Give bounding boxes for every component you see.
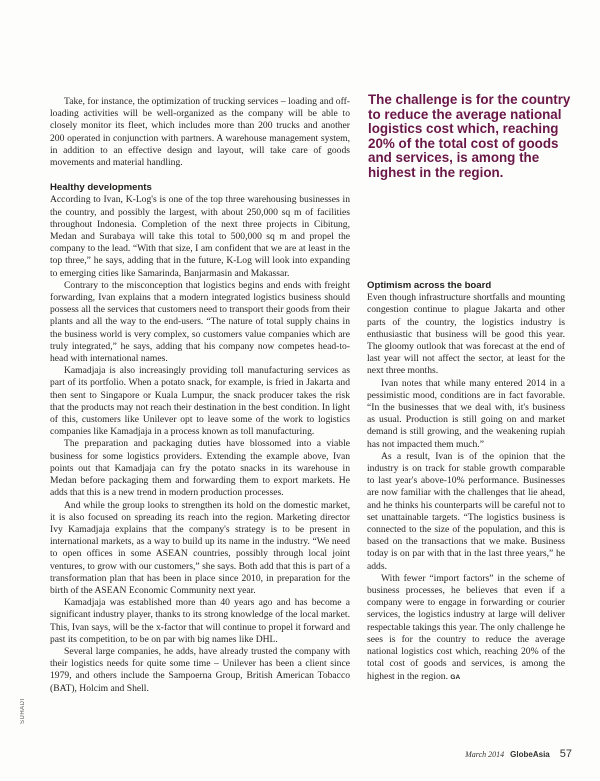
body-paragraph: As a result, Ivan is of the opinion that the industry is on track for stable growth comparable to last year's above-10% performance. Businesses are now familiar with the challenges that lie ahead, and he thinks his counterparts will be careful not to set unattainable targets. “The logistics business is connected to the size of the population, and this is based on the transactions that we make. Business today is on par with that in the last three years,” he adds. xyxy=(367,450,565,572)
subhead-healthy-developments: Healthy developments xyxy=(50,182,152,194)
body-paragraph: Kamadjaja is also increasingly providing toll manufacturing services as part of its portfolio. When a potato snack, for example, is fried in Jakarta and then sent to Singapore or Kuala Lumpur, the snack producer takes the risk that the products may not reach their destination in the best condition. In light of this, customers like Unilever opt to leave some of the work to logistics companies like Kamadjaja in a process known as toll manufacturing. xyxy=(50,365,350,438)
page-number: 57 xyxy=(559,748,572,760)
intro-paragraph: Take, for instance, the optimization of trucking services – loading and off-loading activities will be well-organized as the company will be able to closely monitor its fleet, which includes more than 200 trucks and another 200 operated in conjunction with partners. A warehouse management system, in addition to an effective design and layout, will take care of goods movements and material handling. xyxy=(50,96,350,169)
left-column xyxy=(50,96,350,695)
body-paragraph: And while the group looks to strengthen its hold on the domestic market, it is also focused on spreading its reach into the region. Marketing director Ivy Kamadjaja explains that the company's strategy is to be present in international markets, as a way to build up its name in the industry. “We need to open offices in some ASEAN countries, possibly through local joint ventures, to grow with our customers,” she says. Both add that this is part of a transformation plan that has been in place since 2010, in preparation for the birth of the ASEAN Economic Community next year. xyxy=(50,499,350,596)
photo-credit: SUHADI xyxy=(20,698,26,724)
right-column xyxy=(367,280,565,684)
pull-quote: The challenge is for the country to reduce the average national logistics cost which, reaching 20% of the total cost of goods and services, is among the highest in the region. xyxy=(368,92,571,180)
footer-issue-date: March 2014 xyxy=(465,750,505,759)
body-paragraph: Kamadjaja was established more than 40 years ago and has become a significant industry player, thanks to its strong knowledge of the local market. This, Ivan says, will be the x-factor that will continue to propel it forward and past its competition, to be on par with big names like DHL. xyxy=(50,597,350,645)
body-paragraph: Several large companies, he adds, have already trusted the company with their logistics needs for quite some time – Unilever has been a client since 1979, and others include the Sampoerna Group, British American Tobacco (BAT), Holcim and Shell. xyxy=(50,645,350,694)
footer-publication: GlobeAsia xyxy=(510,750,550,759)
body-paragraph: Even though infrastructure shortfalls and mounting congestion continue to plague Jakarta and other parts of the country, the logistics industry is enthusiastic that business will be good this year. The gloomy outlook that was forecast at the end of last year will not affect the sector, at least for the next three months. xyxy=(367,292,565,377)
page-footer xyxy=(465,748,572,760)
body-paragraph-last xyxy=(367,573,565,684)
last-paragraph-text: With fewer “import factors” in the scheme of business processes, he believes that even if a company were to engage in forwarding or courier services, the logistics industry at large will deliver respectable takings this year. The only challenge he sees is for the country to reduce the average national logistics cost which, reaching 20% of the total cost of goods and services, is among the highest in the region. xyxy=(367,572,565,682)
end-mark: GA xyxy=(450,673,461,681)
body-paragraph: According to Ivan, K-Log's is one of the top three warehousing businesses in the country, and possibly the largest, with about 250,000 sq m of facilities throughout Indonesia. Completion of the next three projects in Cibitung, Medan and Surabaya will take this total to 500,000 sq m and propel the company to the lead. “With that size, I am confident that we are at least in the top three,” he says, adding that in the future, K-Log will look into expanding to emerging cities like Samarinda, Banjarmasin and Makassar. xyxy=(50,194,350,279)
body-paragraph: Contrary to the misconception that logistics begins and ends with freight forwarding, Ivan explains that a modern integrated logistics business should possess all the services that customers need to transport their goods from their plants and all the way to the end-users. “The nature of total supply chains in the business world is very complex, so customers value companies which are truly integrated,” he says, adding that his company now competes head-to-head with international names. xyxy=(50,279,350,365)
subhead-optimism: Optimism across the board xyxy=(367,280,492,291)
body-paragraph: Ivan notes that while many entered 2014 in a pessimistic mood, conditions are in fact favorable. “In the businesses that we deal with, it's business as usual. Production is still going on and market demand is still growing, and the weakening rupiah has not impacted them much.” xyxy=(367,377,565,450)
body-paragraph: The preparation and packaging duties have blossomed into a viable business for some logistics providers. Extending the example above, Ivan points out that Kamadjaja can fry the potato snacks in its warehouse in Medan before packaging them and forwarding them to export markets. He adds that this is a new trend in modern production processes. xyxy=(50,438,350,499)
